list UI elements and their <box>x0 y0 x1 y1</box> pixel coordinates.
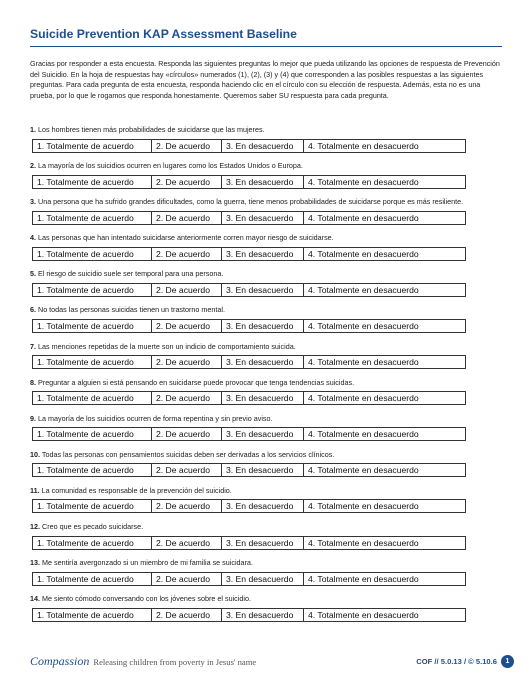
answer-option-1[interactable]: 1. Totalmente de acuerdo <box>33 428 152 440</box>
answer-option-3[interactable]: 3. En desacuerdo <box>222 537 304 549</box>
answer-option-3[interactable]: 3. En desacuerdo <box>222 176 304 188</box>
question-item <box>30 197 504 225</box>
answer-option-3[interactable]: 3. En desacuerdo <box>222 140 304 152</box>
question-item <box>30 125 504 153</box>
question-item <box>30 522 504 550</box>
question-statement: Todas las personas con pensamientos suicidas deben ser derivadas a los servicios clínicos. <box>41 449 335 459</box>
answer-options <box>32 319 466 333</box>
answer-option-3[interactable]: 3. En desacuerdo <box>222 212 304 224</box>
question-item <box>30 342 504 370</box>
question-text <box>30 269 504 280</box>
answer-option-3[interactable]: 3. En desacuerdo <box>222 464 304 476</box>
document-code: COF // 5.0.13 / © 5.10.6 <box>416 657 497 666</box>
answer-option-1[interactable]: 1. Totalmente de acuerdo <box>33 609 152 621</box>
answer-option-2[interactable]: 2. De acuerdo <box>152 176 222 188</box>
question-number: 14. <box>30 594 40 604</box>
question-number: 7. <box>30 341 36 351</box>
question-item <box>30 269 504 297</box>
answer-option-1[interactable]: 1. Totalmente de acuerdo <box>33 464 152 476</box>
question-number: 10. <box>30 449 40 459</box>
answer-option-1[interactable]: 1. Totalmente de acuerdo <box>33 537 152 549</box>
answer-option-2[interactable]: 2. De acuerdo <box>152 392 222 404</box>
answer-option-2[interactable]: 2. De acuerdo <box>152 537 222 549</box>
answer-options <box>32 463 466 477</box>
answer-options <box>32 499 466 513</box>
answer-option-2[interactable]: 2. De acuerdo <box>152 284 222 296</box>
question-statement: La comunidad es responsable de la prevención del suicidio. <box>41 485 232 495</box>
answer-option-2[interactable]: 2. De acuerdo <box>152 140 222 152</box>
question-statement: La mayoría de los suicidios ocurren de forma repentina y sin previo aviso. <box>38 413 273 423</box>
answer-option-4[interactable]: 4. Totalmente en desacuerdo <box>308 176 419 187</box>
question-text <box>30 414 504 425</box>
answer-option-4[interactable]: 4. Totalmente en desacuerdo <box>308 609 419 620</box>
answer-option-4[interactable]: 4. Totalmente en desacuerdo <box>308 501 419 512</box>
answer-options <box>32 391 466 405</box>
answer-options <box>32 536 466 550</box>
answer-option-4[interactable]: 4. Totalmente en desacuerdo <box>308 429 419 440</box>
question-item <box>30 414 504 442</box>
question-number: 2. <box>30 161 36 171</box>
answer-options <box>32 211 466 225</box>
answer-option-2[interactable]: 2. De acuerdo <box>152 320 222 332</box>
question-number: 13. <box>30 558 40 568</box>
question-number: 3. <box>30 197 36 207</box>
question-text <box>30 125 504 136</box>
question-statement: Me sentiría avergonzado si un miembro de mi familia se suicidara. <box>42 558 253 568</box>
answer-option-3[interactable]: 3. En desacuerdo <box>222 609 304 621</box>
answer-options <box>32 608 466 622</box>
question-text <box>30 305 504 316</box>
question-item <box>30 378 504 406</box>
question-number: 8. <box>30 377 36 387</box>
question-number: 11. <box>30 485 40 495</box>
compassion-logo <box>30 654 256 669</box>
answer-option-2[interactable]: 2. De acuerdo <box>152 356 222 368</box>
answer-option-4[interactable]: 4. Totalmente en desacuerdo <box>308 393 419 404</box>
answer-option-4[interactable]: 4. Totalmente en desacuerdo <box>308 357 419 368</box>
answer-option-1[interactable]: 1. Totalmente de acuerdo <box>33 500 152 512</box>
answer-option-3[interactable]: 3. En desacuerdo <box>222 428 304 440</box>
question-item <box>30 161 504 189</box>
question-text <box>30 486 504 497</box>
brand-tagline: Releasing children from poverty in Jesus' name <box>93 657 257 667</box>
question-item <box>30 450 504 478</box>
answer-option-3[interactable]: 3. En desacuerdo <box>222 320 304 332</box>
title-divider <box>30 46 502 47</box>
question-text <box>30 450 504 461</box>
answer-option-4[interactable]: 4. Totalmente en desacuerdo <box>308 573 419 584</box>
answer-options <box>32 355 466 369</box>
answer-options <box>32 139 466 153</box>
question-statement: Me siento cómodo conversando con los jóvenes sobre el suicidio. <box>42 594 251 604</box>
answer-option-4[interactable]: 4. Totalmente en desacuerdo <box>308 320 419 331</box>
question-statement: Creo que es pecado suicidarse. <box>42 522 144 532</box>
answer-options <box>32 572 466 586</box>
question-statement: El riesgo de suicidio suele ser temporal para una persona. <box>38 269 224 279</box>
question-text <box>30 378 504 389</box>
answer-options <box>32 427 466 441</box>
answer-option-3[interactable]: 3. En desacuerdo <box>222 356 304 368</box>
question-statement: La mayoría de los suicidios ocurren en lugares como los Estados Unidos o Europa. <box>38 161 303 171</box>
answer-option-2[interactable]: 2. De acuerdo <box>152 609 222 621</box>
question-item <box>30 558 504 586</box>
intro-paragraph: Gracias por responder a esta encuesta. Responda las siguientes preguntas lo mejor que pueda utilizando las opciones de respuesta de Prevención del Suicidio. En la hoja de respuestas hay «círculos» numerados (1), (2), (3) y (4) que corresponden a las posibles respuestas a las siguientes preguntas. Para cada pregunta de esta encuesta, responda haciendo clic en el círculo con su elección de respuesta. Además, esta no es una prueba, por lo que le rogamos que responda honestamente. Queremos saber SU respuesta para cada pregunta. <box>30 59 500 100</box>
answer-option-1[interactable]: 1. Totalmente de acuerdo <box>33 320 152 332</box>
question-number: 6. <box>30 305 36 315</box>
question-statement: Preguntar a alguien si está pensando en suicidarse puede provocar que tenga tendencias suicidas. <box>38 377 355 387</box>
question-text <box>30 197 504 208</box>
question-statement: Las menciones repetidas de la muerte son un indicio de comportamiento suicida. <box>38 341 296 351</box>
answer-option-3[interactable]: 3. En desacuerdo <box>222 500 304 512</box>
answer-option-1[interactable]: 1. Totalmente de acuerdo <box>33 176 152 188</box>
question-number: 1. <box>30 125 36 134</box>
answer-options <box>32 283 466 297</box>
question-statement: Una persona que ha sufrido grandes dificultades, como la guerra, tiene menos probabilidades de suicidarse porque es más resiliente. <box>38 197 464 207</box>
answer-option-3[interactable]: 3. En desacuerdo <box>222 248 304 260</box>
answer-option-1[interactable]: 1. Totalmente de acuerdo <box>33 284 152 296</box>
question-list <box>30 125 504 622</box>
question-item <box>30 486 504 514</box>
answer-option-4[interactable]: 4. Totalmente en desacuerdo <box>308 140 419 151</box>
answer-option-4[interactable]: 4. Totalmente en desacuerdo <box>308 537 419 548</box>
answer-option-3[interactable]: 3. En desacuerdo <box>222 573 304 585</box>
question-text <box>30 161 504 172</box>
answer-options <box>32 175 466 189</box>
answer-option-2[interactable]: 2. De acuerdo <box>152 464 222 476</box>
answer-option-1[interactable]: 1. Totalmente de acuerdo <box>33 356 152 368</box>
question-item <box>30 594 504 622</box>
answer-option-1[interactable]: 1. Totalmente de acuerdo <box>33 140 152 152</box>
brand-name: Compassion <box>30 654 90 668</box>
answer-option-2[interactable]: 2. De acuerdo <box>152 500 222 512</box>
answer-option-4[interactable]: 4. Totalmente en desacuerdo <box>308 212 419 223</box>
answer-option-4[interactable]: 4. Totalmente en desacuerdo <box>308 248 419 259</box>
question-statement: No todas las personas suicidas tienen un trastorno mental. <box>38 305 225 315</box>
answer-options <box>32 247 466 261</box>
answer-option-2[interactable]: 2. De acuerdo <box>152 573 222 585</box>
answer-option-1[interactable]: 1. Totalmente de acuerdo <box>33 573 152 585</box>
answer-option-4[interactable]: 4. Totalmente en desacuerdo <box>308 284 419 295</box>
question-text <box>30 594 504 605</box>
question-statement: Los hombres tienen más probabilidades de suicidarse que las mujeres. <box>38 125 265 134</box>
answer-option-2[interactable]: 2. De acuerdo <box>152 212 222 224</box>
answer-option-3[interactable]: 3. En desacuerdo <box>222 392 304 404</box>
question-text <box>30 522 504 533</box>
question-statement: Las personas que han intentado suicidarse anteriormente corren mayor riesgo de suicidarse. <box>38 233 334 243</box>
question-item <box>30 233 504 261</box>
answer-option-2[interactable]: 2. De acuerdo <box>152 428 222 440</box>
answer-option-1[interactable]: 1. Totalmente de acuerdo <box>33 212 152 224</box>
answer-option-2[interactable]: 2. De acuerdo <box>152 248 222 260</box>
question-number: 5. <box>30 269 36 279</box>
question-text <box>30 233 504 244</box>
answer-option-3[interactable]: 3. En desacuerdo <box>222 284 304 296</box>
question-number: 4. <box>30 233 36 243</box>
question-number: 12. <box>30 522 40 532</box>
document-title: Suicide Prevention KAP Assessment Baseline <box>30 27 297 41</box>
answer-option-1[interactable]: 1. Totalmente de acuerdo <box>33 248 152 260</box>
question-number: 9. <box>30 413 36 423</box>
page-number-badge: 1 <box>501 655 514 668</box>
question-item <box>30 305 504 333</box>
question-text <box>30 342 504 353</box>
answer-option-4[interactable]: 4. Totalmente en desacuerdo <box>308 465 419 476</box>
answer-option-1[interactable]: 1. Totalmente de acuerdo <box>33 392 152 404</box>
question-text <box>30 558 504 569</box>
